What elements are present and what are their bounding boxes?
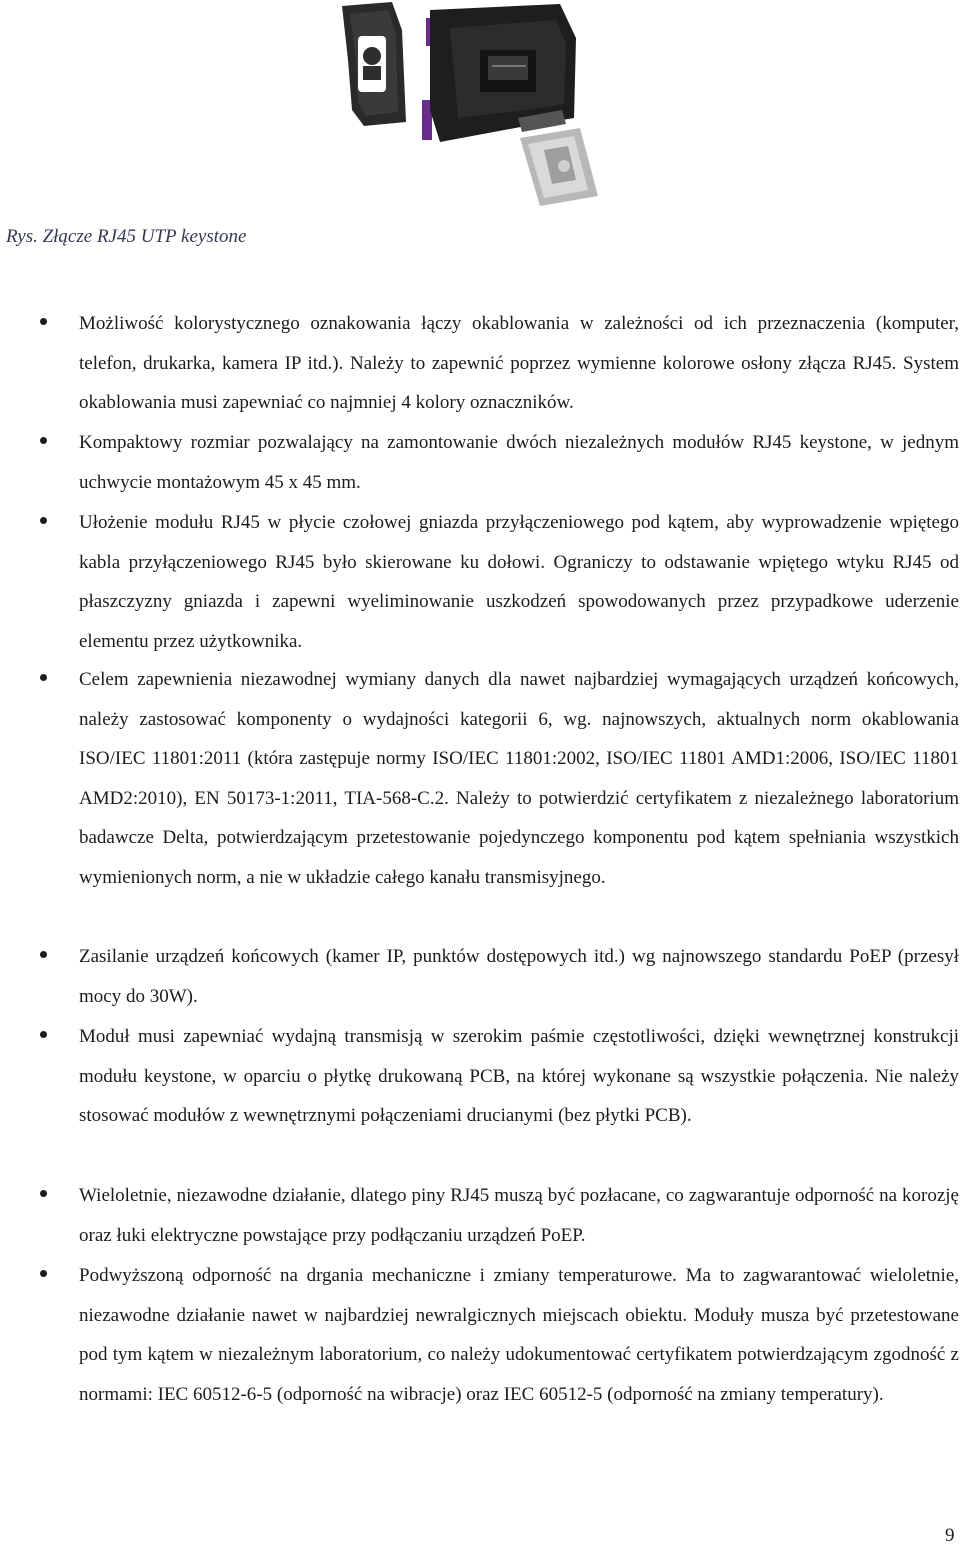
figure-caption: Rys. Złącze RJ45 UTP keystone <box>6 226 247 247</box>
list-item-text: Kompaktowy rozmiar pozwalający na zamontowanie dwóch niezależnych modułów RJ45 keystone, w jednym uchwycie montażowym 45 x 45 mm. <box>79 432 959 493</box>
bullet-icon <box>40 1190 47 1197</box>
list-item-text: Ułożenie modułu RJ45 w płycie czołowej gniazda przyłączeniowego pod kątem, aby wyprowadzenie wpiętego kabla przyłączeniowego RJ45 było skierowane ku dołowi. Ograniczy to odstawanie wpiętego wtyku RJ45 od płaszczyzny gniazda i zapewni wyeliminowanie uszkodzeń spowodowanych przez przypadkowe uderzenie elementu przez użytkownika. <box>79 512 959 652</box>
list-item-text: Celem zapewnienia niezawodnej wymiany danych dla nawet najbardziej wymagających urządzeń końcowych, należy zastosować komponenty o wydajności kategorii 6, wg. najnowszych, aktualnych norm okablowania ISO/IEC 11801:2011 (która zastępuje normy ISO/IEC 11801:2002, ISO/IEC 11801 AMD1:2006, ISO/IEC 11801 AMD2:2010), EN 50173-1:2011, TIA-568-C.2. Należy to potwierdzić certyfikatem z niezależnego laboratorium badawcze Delta, potwierdzającym przetestowanie pojedynczego komponentu pod kątem spełniania wszystkich wymienionych norm, a nie w układzie całego kanału transmisyjnego. <box>79 669 959 888</box>
bullet-icon <box>40 674 47 681</box>
list-item-text: Możliwość kolorystycznego oznakowania łączy okablowania w zależności od ich przeznaczenia (komputer, telefon, drukarka, kamera IP itd.). Należy to zapewnić poprzez wymienne kolorowe osłony złącza RJ45. System okablowania musi zapewniać co najmniej 4 kolory oznaczników. <box>79 313 959 413</box>
list-item-text: Moduł musi zapewniać wydajną transmisją w szerokim paśmie częstotliwości, dzięki wewnętrznej konstrukcji modułu keystone, w oparciu o płytkę drukowaną PCB, na której wykonane są wszystkie połączenia. Nie należy stosować modułów z wewnętrznymi połączeniami drucianymi (bez płytki PCB). <box>79 1026 959 1126</box>
bullet-icon <box>40 1270 47 1277</box>
list-item-text: Wieloletnie, niezawodne działanie, dlatego piny RJ45 muszą być pozłacane, co zagwarantuje odporność na korozję oraz łuki elektryczne powstające przy podłączaniu urządzeń PoEP. <box>79 1185 959 1246</box>
list-item-text: Zasilanie urządzeń końcowych (kamer IP, punktów dostępowych itd.) wg najnowszego standardu PoEP (przesył mocy do 30W). <box>79 946 959 1007</box>
bullet-icon <box>40 1031 47 1038</box>
bullet-icon <box>40 318 47 325</box>
page-number: 9 <box>945 1525 955 1546</box>
bullet-icon <box>40 517 47 524</box>
bullet-icon <box>40 437 47 444</box>
rj45-keystone-connector-illustration <box>330 0 600 210</box>
rj45-keystone-connector-image <box>330 0 600 210</box>
list-item-text: Podwyższoną odporność na drgania mechaniczne i zmiany temperaturowe. Ma to zagwarantować wieloletnie, niezawodne działanie nawet w najbardziej newralgicznych miejscach obiektu. Moduły musza być przetestowane pod tym kątem w niezależnym laboratorium, co należy udokumentować certyfikatem potwierdzającym zgodność z normami: IEC 60512-6-5 (odporność na wibracje) oraz IEC 60512-5 (odporność na zmiany temperatury). <box>79 1265 959 1405</box>
bullet-icon <box>40 951 47 958</box>
